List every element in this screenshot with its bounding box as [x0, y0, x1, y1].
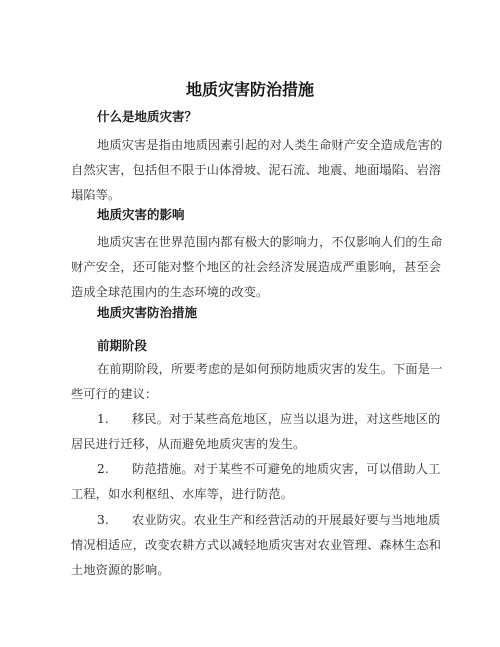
paragraph-line: 塌陷等。 — [71, 188, 121, 202]
paragraph-line: 土地资源的影响。 — [71, 563, 170, 577]
paragraph-line: 些可行的建议： — [71, 387, 158, 401]
paragraph-line: 地质灾害是指由地质因素引起的对人类生命财产安全造成危害的 — [97, 138, 443, 152]
list-item-relocation — [71, 407, 441, 457]
paragraph-line: 在前期阶段，所要考虑的是如何预防地质灾害的发生。下面是一 — [97, 362, 443, 376]
paragraph-line: 情况相适应，改变农耕方式以减轻地质灾害对农业管理、森林生态和 — [71, 538, 442, 552]
section-heading-what-is: 什么是地质灾害？ — [97, 109, 198, 124]
list-item-agriculture — [71, 508, 442, 583]
paragraph-line: 造成全球范围内的生态环境的改变。 — [71, 285, 269, 299]
paragraph-early-stage — [71, 357, 443, 407]
list-item-number: 2. — [97, 462, 109, 476]
paragraph-impact — [71, 230, 443, 305]
list-item-first-line — [71, 457, 441, 482]
paragraph-line: 居民进行迁移，从而避免地质灾害的发生。 — [71, 437, 306, 451]
paragraph-line: 自然灾害，包括但不限于山体滑坡、泥石流、地震、地面塌陷、岩溶 — [71, 163, 442, 177]
list-item-prevention — [71, 457, 441, 507]
list-item-first-line — [71, 407, 441, 432]
page-title: 地质灾害防治措施 — [185, 80, 314, 99]
paragraph-line: 财产安全，还可能对整个地区的社会经济发展造成严重影响，甚至会 — [71, 260, 442, 274]
list-item-text: 农业防灾。农业生产和经营活动的开展最好要与当地地质 — [132, 513, 441, 527]
section-heading-impact: 地质灾害的影响 — [97, 207, 185, 222]
list-item-number: 3. — [97, 513, 109, 527]
paragraph-line: 地质灾害在世界范围内都有极大的影响力，不仅影响人们的生命 — [97, 235, 443, 249]
list-item-number: 1. — [97, 412, 109, 426]
list-item-first-line — [71, 508, 441, 533]
list-item-text: 防范措施。对于某些不可避免的地质灾害，可以借助人工 — [132, 462, 441, 476]
section-heading-early-stage: 前期阶段 — [97, 338, 148, 353]
paragraph-definition — [71, 133, 443, 208]
section-heading-measures: 地质灾害防治措施 — [97, 305, 198, 320]
list-item-text: 移民。对于某些高危地区，应当以退为进，对这些地区的 — [132, 412, 441, 426]
paragraph-line: 工程，如水利枢纽、水库等，进行防范。 — [71, 487, 294, 501]
